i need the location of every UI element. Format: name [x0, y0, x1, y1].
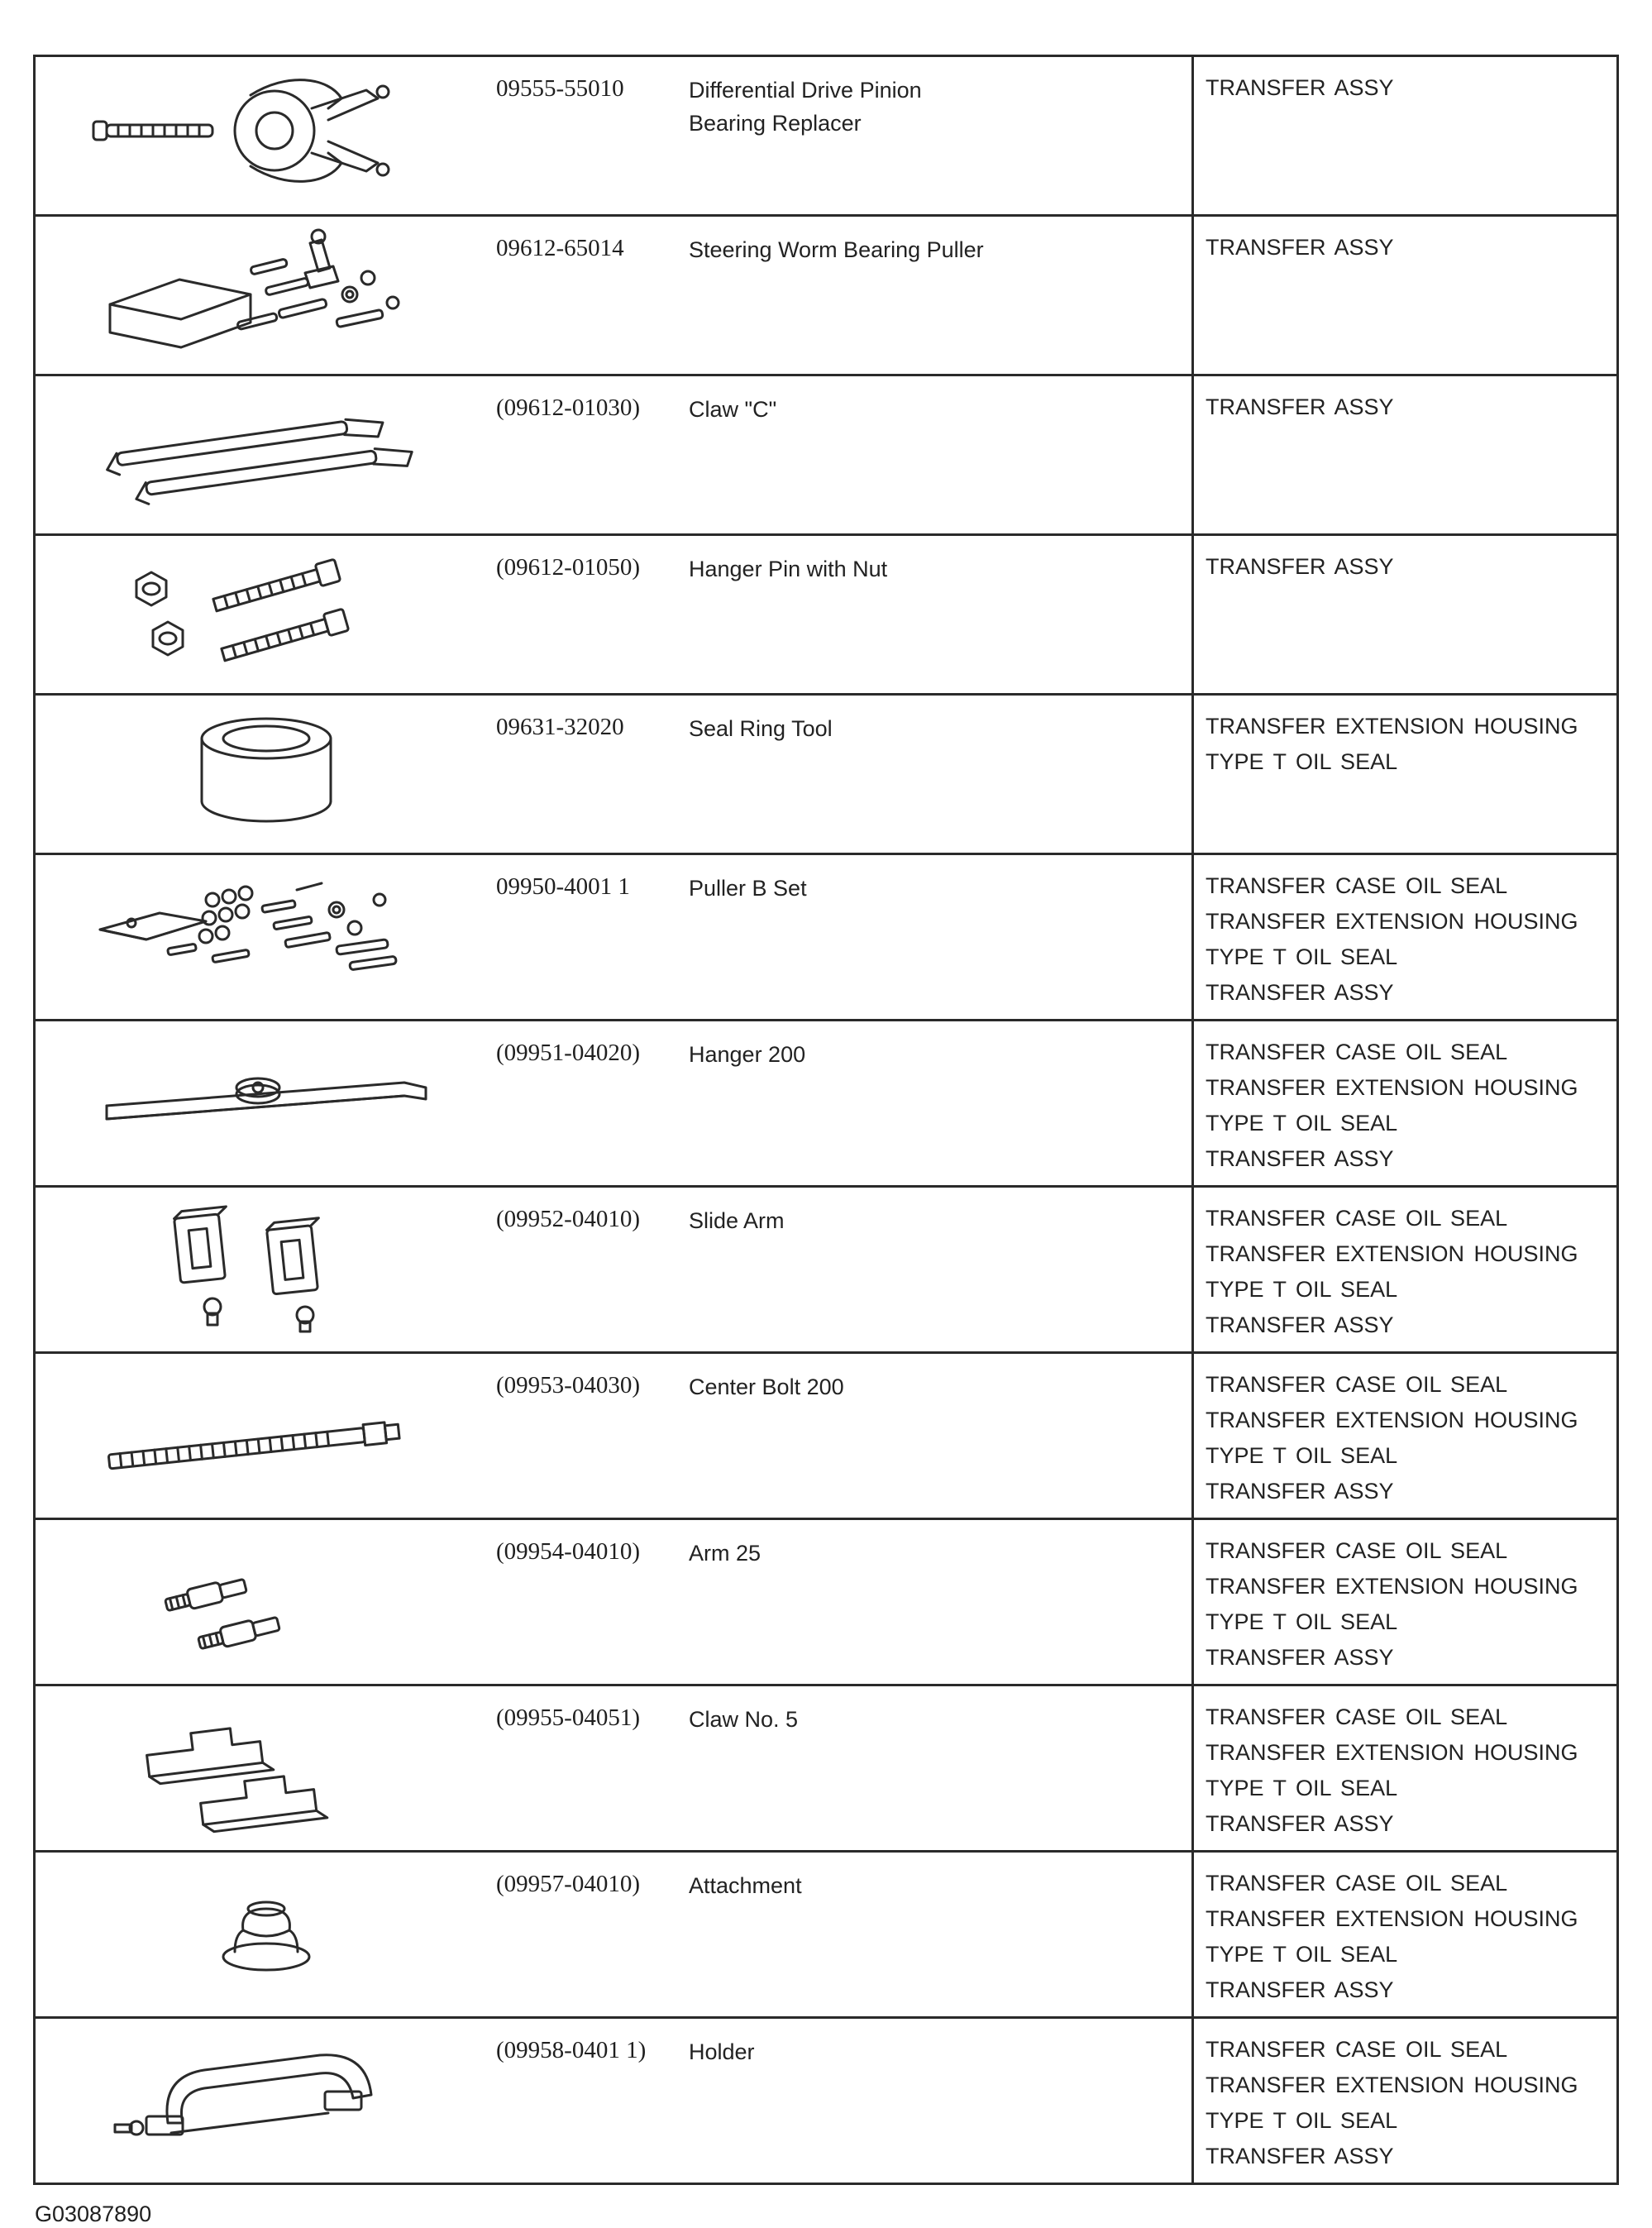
tool-illustration-cell [36, 1021, 496, 1185]
bearing-replacer-puller-drawing [88, 65, 444, 206]
tool-name-line: Differential Drive Pinion [689, 78, 922, 103]
use-line: TRANSFER EXTENSION HOUSING [1206, 909, 1578, 934]
use-line: TRANSFER ASSY [1206, 235, 1394, 260]
tool-name [689, 1188, 1191, 1351]
tool-illustration-cell [36, 217, 496, 374]
claw-c-bars-drawing [88, 385, 444, 525]
tool-uses [1191, 1188, 1616, 1351]
tool-illustration-cell [36, 536, 496, 693]
tool-illustration-cell [36, 1354, 496, 1518]
tool-illustration-cell [36, 1686, 496, 1850]
tool-uses [1191, 1021, 1616, 1185]
use-line: TRANSFER EXTENSION HOUSING [1206, 714, 1578, 739]
hanger-bar-drawing [88, 1033, 444, 1174]
use-line: TRANSFER ASSY [1206, 1645, 1394, 1670]
use-line: TYPE T OIL SEAL [1206, 1942, 1398, 1967]
tool-name-line: Hanger Pin with Nut [689, 557, 888, 581]
part-number: (09958-0401 1) [496, 2037, 647, 2063]
part-number: (09955-04051) [496, 1704, 640, 1731]
table-row [36, 2019, 1616, 2183]
tool-name-line: Seal Ring Tool [689, 716, 833, 741]
bearing-puller-parts-set-drawing [88, 225, 444, 366]
table-row [36, 1520, 1616, 1686]
table-row [36, 1021, 1616, 1188]
slide-arm-blocks-drawing [88, 1199, 444, 1340]
tool-name [689, 1354, 1191, 1518]
table-row [36, 1188, 1616, 1354]
tool-uses [1191, 1853, 1616, 2016]
part-number: (09952-04010) [496, 1206, 640, 1232]
use-line: TRANSFER EXTENSION HOUSING [1206, 1075, 1578, 1100]
use-line: TYPE T OIL SEAL [1206, 944, 1398, 969]
part-number: (09957-04010) [496, 1871, 640, 1897]
part-number: (09612-01030) [496, 394, 640, 421]
table-row [36, 1853, 1616, 2019]
tool-name-line: Center Bolt 200 [689, 1375, 844, 1399]
tool-name [689, 2019, 1191, 2183]
use-line: TRANSFER EXTENSION HOUSING [1206, 1740, 1578, 1765]
tool-name-line: Hanger 200 [689, 1042, 806, 1067]
use-line: TRANSFER CASE OIL SEAL [1206, 1040, 1508, 1064]
use-line: TRANSFER ASSY [1206, 2144, 1394, 2168]
tool-name-line: Slide Arm [689, 1208, 785, 1233]
use-line: TRANSFER EXTENSION HOUSING [1206, 1574, 1578, 1599]
part-number: (09612-01050) [496, 554, 640, 581]
attachment-grommet-drawing [88, 1864, 444, 2005]
use-line: TRANSFER ASSY [1206, 1811, 1394, 1836]
use-line: TRANSFER ASSY [1206, 1146, 1394, 1171]
claw-blocks-drawing [88, 1698, 444, 1838]
part-number: (09954-04010) [496, 1538, 640, 1565]
tool-name [689, 57, 1191, 214]
tool-illustration-cell [36, 376, 496, 533]
tool-illustration-cell [36, 1853, 496, 2016]
tool-name [689, 1853, 1191, 2016]
part-number: (09951-04020) [496, 1040, 640, 1066]
use-line: TRANSFER CASE OIL SEAL [1206, 1206, 1508, 1231]
tool-name-line: Claw "C" [689, 397, 777, 422]
part-number: 09631-32020 [496, 714, 624, 740]
table-row [36, 376, 1616, 536]
use-line: TYPE T OIL SEAL [1206, 2108, 1398, 2133]
use-line: TRANSFER EXTENSION HOUSING [1206, 2073, 1578, 2097]
table-row [36, 217, 1616, 376]
tool-name [689, 536, 1191, 693]
tool-illustration-cell [36, 57, 496, 214]
tool-name-line: Puller B Set [689, 876, 807, 901]
use-line: TRANSFER CASE OIL SEAL [1206, 2037, 1508, 2062]
hanger-pin-with-nut-drawing [88, 544, 444, 685]
use-line: TRANSFER ASSY [1206, 554, 1394, 579]
use-line: TRANSFER EXTENSION HOUSING [1206, 1241, 1578, 1266]
tool-illustration-cell [36, 1520, 496, 1684]
tool-illustration-cell [36, 855, 496, 1019]
arm-studs-drawing [88, 1532, 444, 1672]
use-line: TRANSFER CASE OIL SEAL [1206, 1372, 1508, 1397]
use-line: TYPE T OIL SEAL [1206, 749, 1398, 774]
tool-illustration-cell [36, 1188, 496, 1351]
tool-name-line: Claw No. 5 [689, 1707, 799, 1732]
tool-uses [1191, 2019, 1616, 2183]
tool-illustration-cell [36, 2019, 496, 2183]
tool-name [689, 1520, 1191, 1684]
center-bolt-threaded-rod-drawing [88, 1365, 444, 1506]
tool-illustration-cell [36, 696, 496, 853]
tool-name [689, 1021, 1191, 1185]
tool-name [689, 696, 1191, 853]
tool-name [689, 1686, 1191, 1850]
use-line: TRANSFER CASE OIL SEAL [1206, 873, 1508, 898]
table-row [36, 1686, 1616, 1853]
part-number: 09555-55010 [496, 75, 624, 102]
part-number: 09950-4001 1 [496, 873, 630, 900]
tool-uses [1191, 376, 1616, 533]
puller-b-set-parts-drawing [88, 867, 444, 1007]
tool-uses [1191, 1686, 1616, 1850]
table-row [36, 1354, 1616, 1520]
tool-name [689, 855, 1191, 1019]
use-line: TRANSFER CASE OIL SEAL [1206, 1871, 1508, 1896]
figure-id: G03087890 [35, 2202, 152, 2226]
use-line: TRANSFER ASSY [1206, 394, 1394, 419]
use-line: TYPE T OIL SEAL [1206, 1609, 1398, 1634]
part-number: (09953-04030) [496, 1372, 640, 1398]
use-line: TYPE T OIL SEAL [1206, 1443, 1398, 1468]
use-line: TRANSFER ASSY [1206, 1977, 1394, 2002]
tool-name-line: Attachment [689, 1873, 802, 1898]
use-line: TYPE T OIL SEAL [1206, 1111, 1398, 1136]
use-line: TRANSFER ASSY [1206, 1479, 1394, 1504]
use-line: TRANSFER EXTENSION HOUSING [1206, 1906, 1578, 1931]
tool-uses [1191, 57, 1616, 214]
table-row [36, 696, 1616, 855]
tool-uses [1191, 536, 1616, 693]
tool-name-line: Steering Worm Bearing Puller [689, 237, 984, 262]
table-row [36, 536, 1616, 696]
tool-uses [1191, 1354, 1616, 1518]
use-line: TRANSFER ASSY [1206, 980, 1394, 1005]
use-line: TYPE T OIL SEAL [1206, 1776, 1398, 1800]
tool-uses [1191, 855, 1616, 1019]
use-line: TRANSFER ASSY [1206, 1312, 1394, 1337]
table-row [36, 855, 1616, 1021]
tool-name-line: Bearing Replacer [689, 111, 862, 136]
seal-ring-cylinder-drawing [88, 704, 444, 844]
tool-uses [1191, 1520, 1616, 1684]
holder-bracket-drawing [88, 2030, 444, 2171]
tool-name [689, 376, 1191, 533]
tool-name [689, 217, 1191, 374]
sst-tool-table [33, 55, 1619, 2185]
use-line: TYPE T OIL SEAL [1206, 1277, 1398, 1302]
use-line: TRANSFER CASE OIL SEAL [1206, 1704, 1508, 1729]
table-row [36, 57, 1616, 217]
use-line: TRANSFER EXTENSION HOUSING [1206, 1408, 1578, 1432]
use-line: TRANSFER CASE OIL SEAL [1206, 1538, 1508, 1563]
use-line: TRANSFER ASSY [1206, 75, 1394, 100]
tool-uses [1191, 696, 1616, 853]
tool-name-line: Arm 25 [689, 1541, 762, 1566]
tool-name-line: Holder [689, 2039, 755, 2064]
tool-uses [1191, 217, 1616, 374]
part-number: 09612-65014 [496, 235, 624, 261]
